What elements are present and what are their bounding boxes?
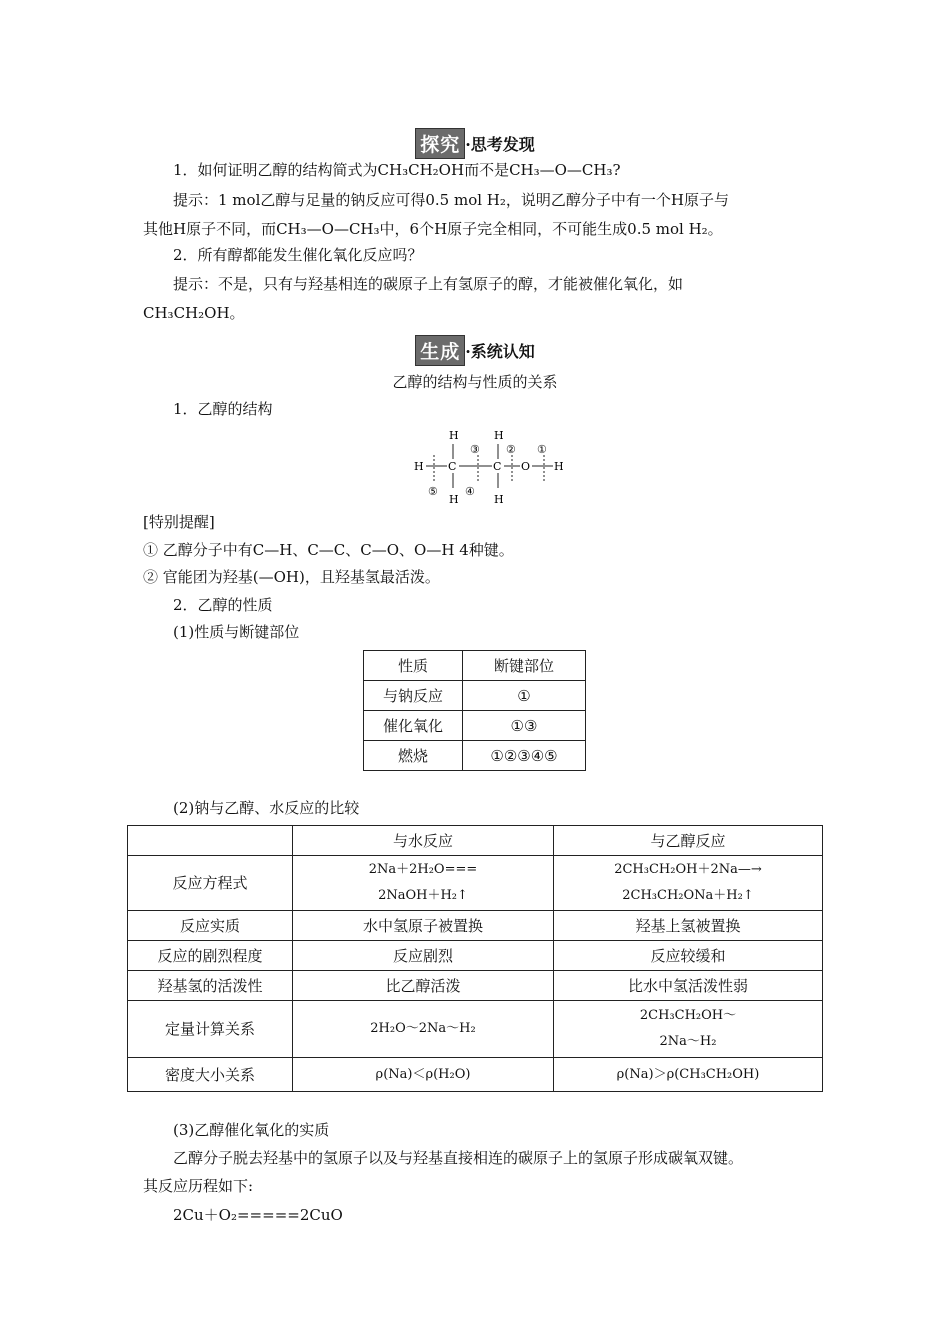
item-2-heading: 2．乙醇的性质: [173, 596, 273, 614]
table-cell: 羟基上氢被置换: [554, 911, 823, 941]
table-cell: 水中氢原子被置换: [293, 911, 554, 941]
table-cell: 燃烧: [364, 741, 463, 771]
section-badge: 生成: [415, 335, 465, 366]
table-row: [364, 741, 586, 771]
section-heading-generate: [0, 335, 950, 366]
table-cell: ρ(Na)＜ρ(H₂O): [293, 1058, 554, 1092]
table-header: 与乙醇反应: [554, 826, 823, 856]
table-cell: 2CH₃CH₂OH～ 2Na～H₂: [554, 1001, 823, 1058]
paragraph-3-line-1: 乙醇分子脱去羟基中的氢原子以及与羟基直接相连的碳原子上的氢原子形成碳氧双键。: [173, 1149, 744, 1167]
atom-h: H: [449, 429, 459, 442]
atom-h: H: [449, 493, 459, 506]
equation-1: 2Cu＋O₂=====2CuO: [173, 1206, 343, 1224]
bond-marker: ②: [506, 443, 516, 456]
table-cell: 反应较缓和: [554, 941, 823, 971]
table-cell: 反应方程式: [128, 856, 293, 911]
tip-2: ② 官能团为羟基(—OH)，且羟基氢最活泼。: [143, 568, 440, 586]
table-header-row: [364, 651, 586, 681]
table-header: 性质: [364, 651, 463, 681]
table-header: [128, 826, 293, 856]
comparison-table: [127, 825, 823, 1092]
atom-h: H: [494, 429, 504, 442]
atom-c: C: [493, 460, 502, 473]
ethanol-structure-diagram: [410, 425, 580, 507]
bond-marker: ③: [470, 443, 480, 456]
answer-1-line-2: 其他H原子不同，而CH₃—O—CH₃中，6个H原子完全相同，不可能生成0.5 mol H₂。: [143, 220, 723, 238]
table-row: [128, 1058, 823, 1092]
question-1: 1．如何证明乙醇的结构简式为CH₃CH₂OH而不是CH₃—O—CH₃?: [173, 161, 621, 179]
table-cell: ρ(Na)＞ρ(CH₃CH₂OH): [554, 1058, 823, 1092]
table-row: [128, 941, 823, 971]
table-cell: 比水中氢活泼性弱: [554, 971, 823, 1001]
table-row: [128, 911, 823, 941]
tip-1: ① 乙醇分子中有C—H、C—C、C—O、O—H 4种键。: [143, 541, 514, 559]
answer-2-line-1: 提示：不是，只有与羟基相连的碳原子上有氢原子的醇，才能被催化氧化，如: [173, 275, 684, 293]
bond-marker: ④: [465, 485, 475, 498]
table-row: [128, 971, 823, 1001]
table-cell: 比乙醇活泼: [293, 971, 554, 1001]
bond-marker: ⑤: [428, 485, 438, 498]
section-title: ·思考发现: [465, 135, 535, 154]
table-cell: 羟基氢的活泼性: [128, 971, 293, 1001]
table-cell: 2H₂O～2Na～H₂: [293, 1001, 554, 1058]
tip-title: [特别提醒]: [143, 513, 215, 531]
answer-2-line-2: CH₃CH₂OH。: [143, 304, 245, 322]
table-header-row: [128, 826, 823, 856]
atom-h: H: [554, 460, 564, 473]
table-cell: 与钠反应: [364, 681, 463, 711]
table-cell: 反应的剧烈程度: [128, 941, 293, 971]
properties-table: [363, 650, 586, 771]
sub-heading-3: (3)乙醇催化氧化的实质: [173, 1121, 330, 1139]
table-cell: 反应剧烈: [293, 941, 554, 971]
subtitle: 乙醇的结构与性质的关系: [392, 373, 558, 391]
table-cell: ①: [463, 681, 586, 711]
table-cell: 反应实质: [128, 911, 293, 941]
atom-h: H: [414, 460, 424, 473]
atom-o: O: [521, 460, 531, 473]
item-1-heading: 1．乙醇的结构: [173, 400, 273, 418]
table-cell: ①②③④⑤: [463, 741, 586, 771]
atom-c: C: [448, 460, 457, 473]
table-cell: ①③: [463, 711, 586, 741]
question-2: 2．所有醇都能发生催化氧化反应吗？: [173, 246, 423, 264]
table-row: [364, 711, 586, 741]
section-title: ·系统认知: [465, 342, 535, 361]
table-cell: 密度大小关系: [128, 1058, 293, 1092]
table-cell: 催化氧化: [364, 711, 463, 741]
table-header: 断键部位: [463, 651, 586, 681]
sub-heading-2: (2)钠与乙醇、水反应的比较: [173, 799, 360, 817]
atom-h: H: [494, 493, 504, 506]
section-heading-explore: [0, 128, 950, 159]
answer-1-line-1: 提示：1 mol乙醇与足量的钠反应可得0.5 mol H₂，说明乙醇分子中有一个H原子与: [173, 191, 729, 209]
table-cell: 定量计算关系: [128, 1001, 293, 1058]
paragraph-3-line-2: 其反应历程如下:: [143, 1177, 254, 1195]
table-row: [364, 681, 586, 711]
bond-marker: ①: [537, 443, 547, 456]
table-cell: 2CH₃CH₂OH＋2Na—→ 2CH₃CH₂ONa＋H₂↑: [554, 856, 823, 911]
section-badge: 探究: [415, 128, 465, 159]
sub-heading-1: (1)性质与断键部位: [173, 623, 300, 641]
table-row: [128, 856, 823, 911]
table-header: 与水反应: [293, 826, 554, 856]
table-cell: 2Na＋2H₂O=== 2NaOH＋H₂↑: [293, 856, 554, 911]
table-row: [128, 1001, 823, 1058]
